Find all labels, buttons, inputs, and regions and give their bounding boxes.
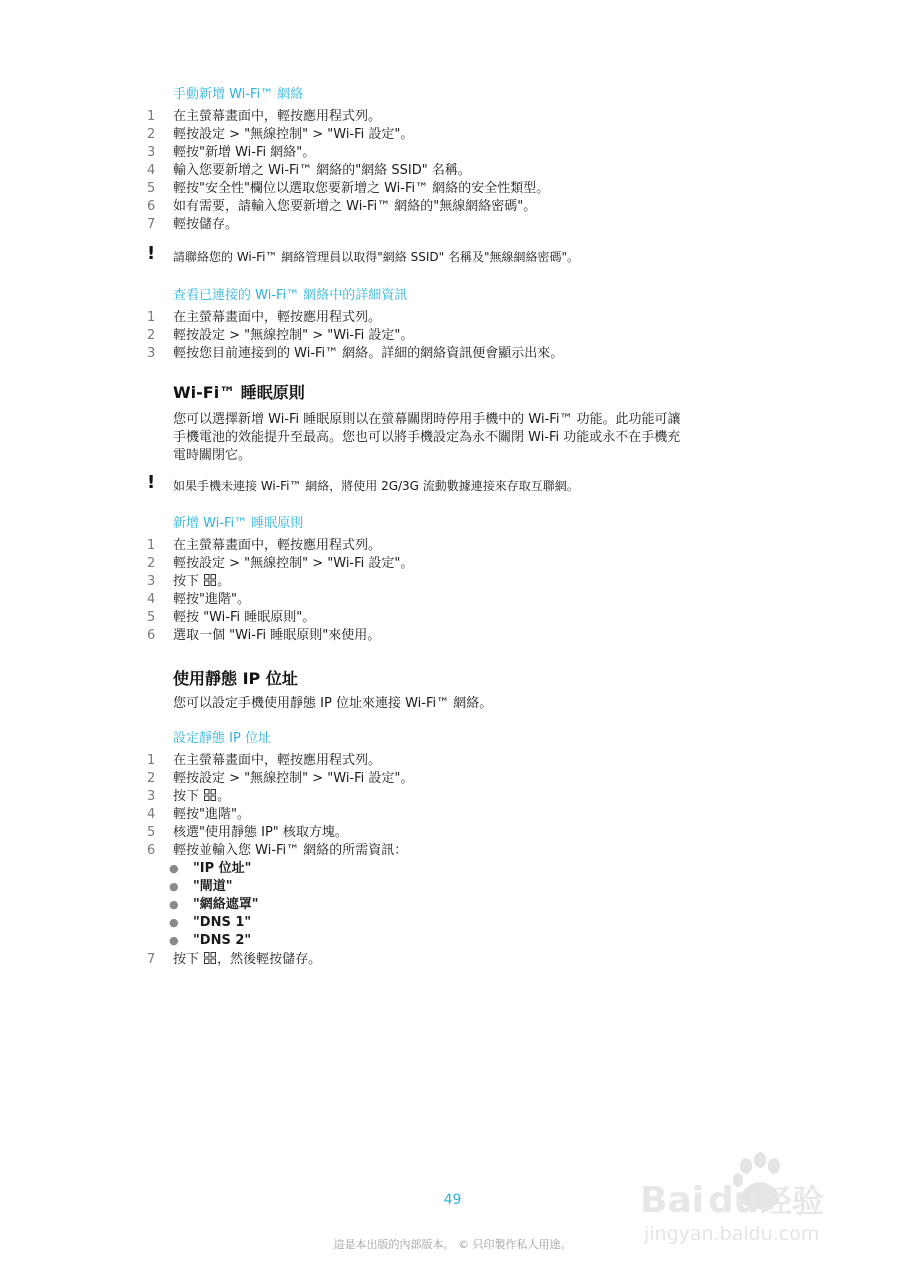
step-number: 1 [147, 538, 156, 553]
step-number: 4 [147, 807, 156, 822]
exclamation-icon: ! [147, 472, 156, 493]
step-text: 在主螢幕畫面中，輕按應用程式列。 [173, 310, 382, 325]
step-text: 輕按設定 > "無線控制" > "Wi-Fi 設定"。 [173, 556, 414, 571]
step-number: 1 [147, 753, 156, 768]
step-text: 在主螢幕畫面中，輕按應用程式列。 [173, 538, 382, 553]
step-text: 輕按"安全性"欄位以選取您要新增之 Wi-Fi™ 網絡的安全性類型。 [173, 181, 550, 196]
bullet-text: "DNS 1" [193, 915, 252, 930]
page-number: 49 [443, 1192, 462, 1208]
exclamation-icon: ! [147, 243, 156, 264]
menu-grid-icon [204, 789, 216, 801]
step-text-suffix: 。 [217, 789, 231, 804]
step-text: 輕按 "Wi-Fi 睡眠原則"。 [173, 610, 316, 625]
step-number: 3 [147, 574, 156, 589]
step-number: 2 [147, 127, 156, 142]
step-number: 4 [147, 163, 156, 178]
step-text: 輕按您目前連接到的 Wi-Fi™ 網絡。詳細的網絡資訊便會顯示出來。 [173, 346, 564, 361]
step-number: 5 [147, 825, 156, 840]
section-title-set-static: 設定靜態 IP 位址 [173, 731, 271, 746]
paragraph-sleep-policy [173, 411, 763, 465]
step-number: 2 [147, 328, 156, 343]
step-number: 3 [147, 145, 156, 160]
step-text: 如有需要，請輸入您要新增之 Wi-Fi™ 網絡的"無線網絡密碼"。 [173, 199, 537, 214]
paragraph-line: 手機電池的效能提升至最高。您也可以將手機設定為永不關閉 Wi-Fi 功能或永不在手機充 [173, 430, 681, 445]
step-text: 輕按儲存。 [173, 217, 239, 232]
step-text: 輕按設定 > "無線控制" > "Wi-Fi 設定"。 [173, 328, 414, 343]
menu-grid-icon [204, 574, 216, 586]
step-text: 選取一個 "Wi-Fi 睡眠原則"來使用。 [173, 628, 381, 643]
footer-note: 這是本出版的內部版本。 © 只印製作私人用途。 [333, 1238, 572, 1251]
step-number: 6 [147, 199, 156, 214]
step-number: 7 [147, 217, 156, 232]
svg-text:jingyan.baidu.com: jingyan.baidu.com [644, 1223, 820, 1245]
step-text: 輕按設定 > "無線控制" > "Wi-Fi 設定"。 [173, 771, 414, 786]
step-text: 核選"使用靜態 IP" 核取方塊。 [173, 825, 348, 840]
section-title-view-details: 查看已連接的 Wi-Fi™ 網絡中的詳細資訊 [173, 288, 408, 303]
paragraph-line: 您可以選擇新增 Wi-Fi 睡眠原則以在螢幕關閉時停用手機中的 Wi-Fi™ 功能。此功能可讓 [173, 412, 681, 427]
svg-text:du: du [708, 1180, 760, 1221]
section-title-add-wifi: 手動新增 Wi-Fi™ 網絡 [173, 87, 304, 102]
step-number: 2 [147, 556, 156, 571]
svg-text:经验: 经验 [760, 1182, 825, 1220]
step-text [173, 573, 230, 591]
step-number: 6 [147, 843, 156, 858]
step-text: 在主螢幕畫面中，輕按應用程式列。 [173, 753, 382, 768]
step-text: 輕按設定 > "無線控制" > "Wi-Fi 設定"。 [173, 127, 414, 142]
step-number: 4 [147, 592, 156, 607]
bullet-dot: ● [169, 934, 179, 947]
heading-sleep-policy: Wi-Fi™ 睡眠原則 [173, 383, 305, 402]
step-text-prefix: 按下 [173, 789, 204, 804]
note-text: 如果手機未連接 Wi-Fi™ 網絡，將使用 2G/3G 流動數據連接來存取互聯網。 [173, 479, 579, 493]
section-title-add-sleep: 新增 Wi-Fi™ 睡眠原則 [173, 516, 304, 531]
step-text [173, 951, 321, 969]
step-text: 輕按"進階"。 [173, 592, 250, 607]
bullet-text: "DNS 2" [193, 933, 252, 948]
heading-static-ip: 使用靜態 IP 位址 [173, 669, 298, 688]
step-text: 輕按"新增 Wi-Fi 網絡"。 [173, 145, 316, 160]
step-text-suffix: ，然後輕按儲存。 [217, 952, 322, 967]
step-text-suffix: 。 [217, 574, 231, 589]
step-text-prefix: 按下 [173, 574, 204, 589]
bullet-text: "閘道" [193, 879, 233, 894]
bullet-dot: ● [169, 916, 179, 929]
step-number: 1 [147, 109, 156, 124]
paragraph-line: 電時關閉它。 [173, 448, 252, 463]
step-number: 5 [147, 181, 156, 196]
step-text [173, 788, 230, 806]
menu-grid-icon [204, 952, 216, 964]
baidu-watermark-logo [640, 1150, 870, 1250]
step-text: 輕按並輸入您 Wi-Fi™ 網絡的所需資訊： [173, 843, 408, 858]
paragraph-static-ip: 您可以設定手機使用靜態 IP 位址來連接 Wi-Fi™ 網絡。 [173, 696, 493, 711]
bullet-dot: ● [169, 898, 179, 911]
bullet-text: "網絡遮罩" [193, 897, 259, 912]
step-number: 1 [147, 310, 156, 325]
svg-text:Bai: Bai [640, 1180, 705, 1221]
step-text-prefix: 按下 [173, 952, 204, 967]
note-text: 請聯絡您的 Wi-Fi™ 網絡管理員以取得"網絡 SSID" 名稱及"無線網絡密碼"。 [173, 250, 579, 264]
step-number: 3 [147, 346, 156, 361]
step-text: 輸入您要新增之 Wi-Fi™ 網絡的"網絡 SSID" 名稱。 [173, 163, 471, 178]
step-number: 6 [147, 628, 156, 643]
bullet-dot: ● [169, 862, 179, 875]
step-text: 輕按"進階"。 [173, 807, 250, 822]
step-number: 2 [147, 771, 156, 786]
bullet-text: "IP 位址" [193, 861, 252, 876]
step-number: 3 [147, 789, 156, 804]
step-text: 在主螢幕畫面中，輕按應用程式列。 [173, 109, 382, 124]
bullet-dot: ● [169, 880, 179, 893]
step-number: 7 [147, 952, 156, 967]
step-number: 5 [147, 610, 156, 625]
